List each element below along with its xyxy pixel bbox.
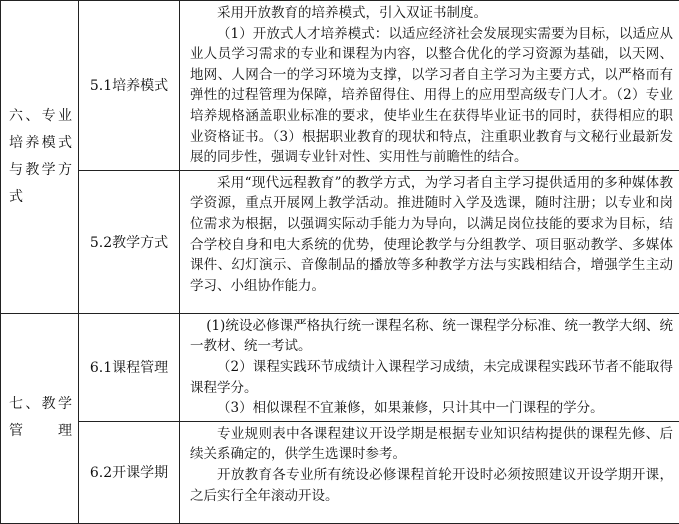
subsection-label-course-management: 6.1课程管理 [79, 313, 180, 421]
subsection-content-training-mode [180, 1, 679, 171]
subsection-label-teaching-method: 5.2教学方式 [79, 170, 180, 313]
paragraph: 专业规则表中各课程建议开设学期是根据专业知识结构提供的课程先修、后续关系确定的，供学生选课时参考。 [190, 424, 673, 465]
section-title-training-mode: 六、专业培养模式与教学方式 [1, 1, 79, 314]
paragraph: (1)统设必修课严格执行统一课程名称、统一课程学分标准、统一教学大纲、统一教材、统一考试。 [190, 316, 673, 357]
subsection-content-teaching-method [180, 170, 679, 313]
subsection-label-course-semester: 6.2开课学期 [79, 421, 180, 523]
paragraph: 采用开放教育的培养模式，引入双证书制度。 [190, 3, 673, 24]
paragraph: （3）相似课程不宜兼修，如果兼修，只计其中一门课程的学分。 [190, 398, 673, 419]
subsection-label-training-mode: 5.1培养模式 [79, 1, 180, 171]
subsection-content-course-semester [180, 421, 679, 523]
paragraph: （2）课程实践环节成绩计入课程学习成绩，未完成课程实践环节者不能取得课程学分。 [190, 357, 673, 398]
subsection-content-course-management [180, 313, 679, 421]
table-row [1, 170, 679, 313]
paragraph: 采用“现代远程教育”的教学方式，为学习者自主学习提供适用的多种媒体教学资源，重点开展网上教学活动。推进随时入学及选课，随时注册；以专业和岗位需求为根据，以强调实际动手能力为导向，以满足岗位技能的要求为目标，结合学校自身和电大系统的优势，使理论教学与分组教学、项目驱动教学、多媒体课件、幻灯演示、音像制品的播放等多种教学方法与实践相结合，增强学生主动学习、小组协作能力。 [190, 173, 673, 297]
table-row [1, 1, 679, 171]
table-row [1, 421, 679, 523]
section-title-teaching-management: 七、教学管理 [1, 313, 79, 523]
paragraph: （1）开放式人才培养模式：以适应经济社会发展现实需要为目标，以适应从业人员学习需求的专业和课程为内容，以整合优化的学习资源为基础，以天网、地网、人网合一的学习环境为支撑，以学习者自主学习为主要方式，以严格而有弹性的过程管理为保障，培养留得住、用得上的应用型高级专门人才。（2）专业培养规格涵盖职业标准的要求，使毕业生在获得毕业证书的同时，获得相应的职业资格证书。（3）根据职业教育的现状和特点，注重职业教育与文秘行业最新发展的同步性，强调专业针对性、实用性与前瞻性的结合。 [190, 24, 673, 168]
paragraph: 开放教育各专业所有统设必修课程首轮开设时必须按照建议开设学期开课，之后实行全年滚动开设。 [190, 465, 673, 506]
table-row [1, 313, 679, 421]
